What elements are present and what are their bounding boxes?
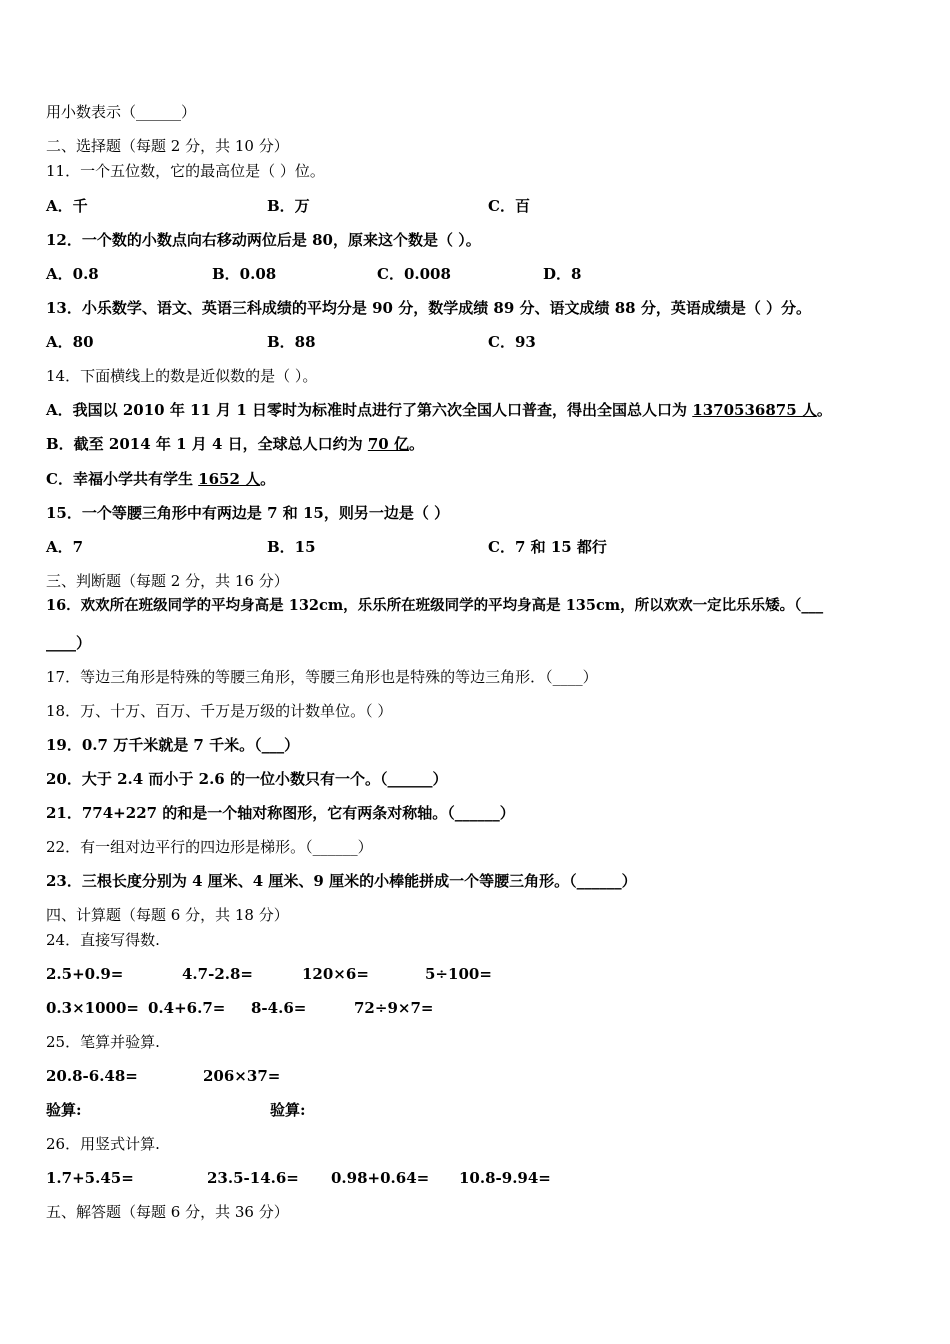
- option-13-a: A．80: [46, 333, 94, 351]
- option-14-c-underlined: 1652 人: [198, 470, 261, 488]
- calc-24-2: 4.7-2.8=: [182, 965, 253, 983]
- question-24: 24．直接写得数.: [46, 931, 160, 949]
- question-12: 12．一个数的小数点向右移动两位后是 80，原来这个数是（ ）。: [46, 231, 481, 249]
- question-19: 19．0.7 万千米就是 7 千米。（___）: [46, 736, 300, 754]
- calc-25-2: 206×37=: [203, 1067, 281, 1085]
- option-13-c: C．93: [488, 333, 536, 351]
- check-25-2: 验算:: [270, 1101, 306, 1119]
- option-11-a: A．千: [46, 197, 88, 215]
- calc-26-1: 1.7+5.45=: [46, 1169, 134, 1187]
- question-11: 11．一个五位数，它的最高位是（ ）位。: [46, 162, 325, 180]
- option-14-a-text: A．我国以 2010 年 11 月 1 日零时为标准时点进行了第六次全国人口普查，得出全国总人口为: [46, 401, 693, 419]
- calc-26-4: 10.8-9.94=: [459, 1169, 551, 1187]
- section-heading-choice: 二、选择题（每题 2 分，共 10 分）: [46, 137, 289, 155]
- option-14-c-text: C．幸福小学共有学生: [46, 470, 199, 488]
- question-25: 25．笔算并验算.: [46, 1033, 160, 1051]
- option-14-b: [46, 434, 424, 454]
- option-12-d: D．8: [543, 265, 582, 283]
- option-14-b-underlined: 70 亿: [367, 435, 409, 453]
- question-22: 22．有一组对边平行的四边形是梯形。（______）: [46, 838, 373, 856]
- option-11-b: B．万: [267, 197, 310, 215]
- calc-26-3: 0.98+0.64=: [331, 1169, 430, 1187]
- question-26: 26．用竖式计算.: [46, 1135, 160, 1153]
- option-14-b-text: B．截至 2014 年 1 月 4 日，全球总人口约为: [46, 435, 368, 453]
- option-12-c: C．0.008: [377, 265, 451, 283]
- section-heading-calc: 四、计算题（每题 6 分，共 18 分）: [46, 906, 289, 924]
- option-14-b-end: 。: [408, 435, 424, 453]
- question-23: 23．三根长度分别为 4 厘米、4 厘米、9 厘米的小棒能拼成一个等腰三角形。（______）: [46, 872, 637, 890]
- question-18: 18．万、十万、百万、千万是万级的计数单位。（ ）: [46, 702, 393, 720]
- option-15-b: B．15: [267, 538, 316, 556]
- calc-24-7: 8-4.6=: [251, 999, 307, 1017]
- question-21: 21．774+227 的和是一个轴对称图形，它有两条对称轴。（______）: [46, 804, 515, 822]
- question-13: 13．小乐数学、语文、英语三科成绩的平均分是 90 分，数学成绩 89 分、语文成绩 88 分，英语成绩是（ ）分。: [46, 299, 812, 317]
- top-line: 用小数表示（______）: [46, 103, 197, 121]
- question-16-line2: ____）: [46, 634, 92, 652]
- option-14-c: [46, 469, 275, 489]
- option-14-c-end: 。: [260, 470, 276, 488]
- option-13-b: B．88: [267, 333, 316, 351]
- option-14-a-end: 。: [816, 401, 832, 419]
- calc-24-1: 2.5+0.9=: [46, 965, 124, 983]
- calc-24-3: 120×6=: [302, 965, 369, 983]
- calc-24-6: 0.4+6.7=: [148, 999, 226, 1017]
- calc-24-8: 72÷9×7=: [354, 999, 434, 1017]
- question-15: 15．一个等腰三角形中有两边是 7 和 15，则另一边是（ ）: [46, 504, 450, 522]
- check-25-1: 验算:: [46, 1101, 82, 1119]
- calc-25-1: 20.8-6.48=: [46, 1067, 138, 1085]
- option-11-c: C．百: [488, 197, 530, 215]
- calc-26-2: 23.5-14.6=: [207, 1169, 299, 1187]
- section-heading-solve: 五、解答题（每题 6 分，共 36 分）: [46, 1203, 289, 1221]
- option-12-a: A．0.8: [46, 265, 99, 283]
- question-14: 14．下面横线上的数是近似数的是（ ）。: [46, 367, 318, 385]
- option-12-b: B．0.08: [212, 265, 277, 283]
- question-16-line1: 16．欢欢所在班级同学的平均身高是 132cm，乐乐所在班级同学的平均身高是 135cm，所以欢欢一定比乐乐矮。（___: [46, 597, 824, 614]
- calc-24-5: 0.3×1000=: [46, 999, 139, 1017]
- calc-24-4: 5÷100=: [425, 965, 492, 983]
- option-15-c: C．7 和 15 都行: [488, 538, 607, 556]
- option-14-a: [46, 400, 832, 420]
- question-17: 17．等边三角形是特殊的等腰三角形，等腰三角形也是特殊的等边三角形．（____）: [46, 668, 598, 686]
- option-14-a-underlined: 1370536875 人: [692, 401, 817, 419]
- question-20: 20．大于 2.4 而小于 2.6 的一位小数只有一个。（______）: [46, 770, 448, 788]
- section-heading-judge: 三、判断题（每题 2 分，共 16 分）: [46, 572, 289, 590]
- option-15-a: A．7: [46, 538, 84, 556]
